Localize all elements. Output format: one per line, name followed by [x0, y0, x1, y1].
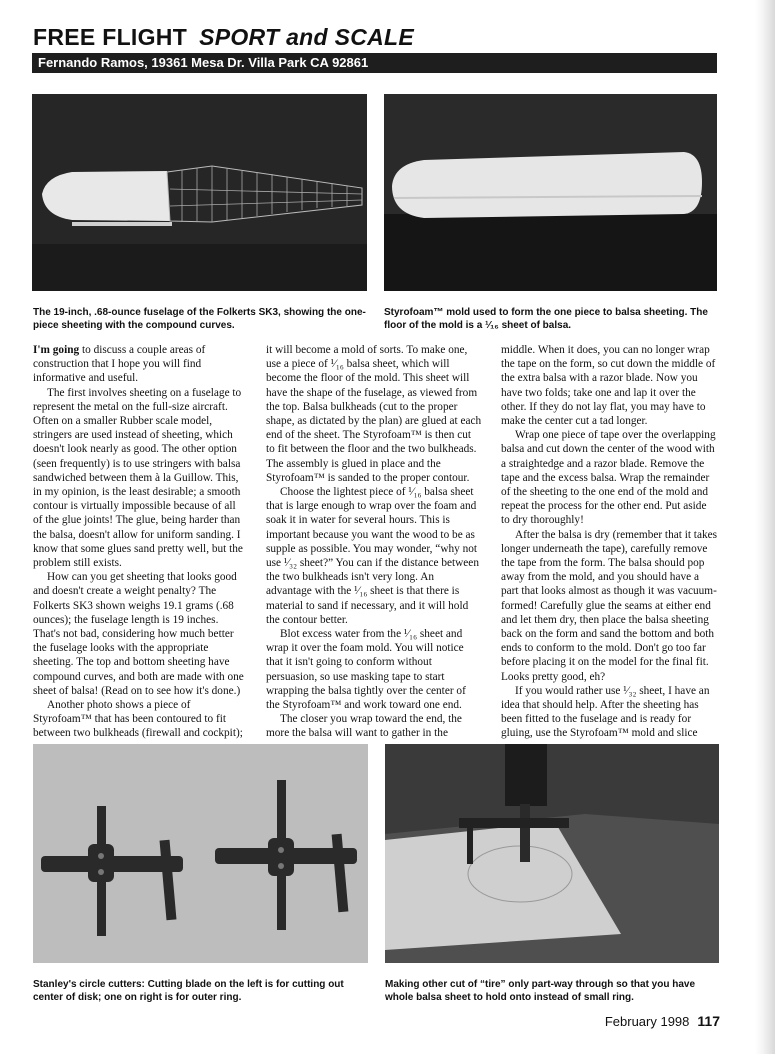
page-number: 117: [697, 1013, 720, 1029]
article-column-3: [501, 343, 717, 741]
article-column-2: [266, 343, 482, 741]
title-sub: SPORT and SCALE: [199, 24, 415, 50]
photo-styrofoam-mold: [384, 94, 717, 291]
paragraph-text: to discuss a couple areas of construction that I hope you will find informative and useful.: [33, 344, 206, 385]
paragraph: Another photo shows a piece of Styrofoam™ that has been contoured to fit between two bulkheads (firewall and cockpit);: [33, 699, 243, 740]
photo-fuselage: [32, 94, 367, 291]
author-byline: Fernando Ramos, 19361 Mesa Dr. Villa Park CA 92861: [32, 53, 717, 73]
paragraph: The first involves sheeting on a fuselage to represent the metal on the full-size aircraft. Often on a smaller Rubber scale model, stringers are used instead of sheeting, which doesn't look nearly as good. The other option (seen frequently) is to use stringers with balsa sandwiched between them à la Guillow. This, in my opinion, is the least desirable; a smooth contour is virtually impossible because of all of the glue joints! The glue, being harder than the balsa, doesn't allow for uniform sanding. I know that some glues sand pretty well, but the problem still exists.: [33, 386, 243, 570]
paragraph: middle. When it does, you can no longer wrap the tape on the form, so cut down the middle of the extra balsa with a razor blade. Now you have two folds; take one and lap it over the other. If they do not lay flat, you may have to make the center cut a tad longer.: [501, 344, 716, 428]
issue-date: February 1998: [604, 1014, 690, 1029]
paragraph: Blot excess water from the ¹⁄₁₆ sheet and wrap it over the foam mold. You will notice that it isn't going to conform without persuasion, so use masking tape to start wrapping the balsa tightly over the center of the Styrofoam™ and work toward one end.: [266, 628, 466, 712]
article-column-1: [33, 343, 245, 741]
caption-circle-cutters: Stanley's circle cutters: Cutting blade on the left is for cutting out center of disk; one on right is for outer ring.: [33, 979, 344, 1003]
paragraph: Choose the lightest piece of ¹⁄₁₆ balsa sheet that is large enough to wrap over the foam and soak it in water for several hours. This is important because you want the wood to be as supple as possible. You may wonder, “why not use ¹⁄₃₂ sheet?” You can if the distance between the two bulkheads isn't very long. An advantage with the ¹⁄₁₆ sheet is that there is material to sand if necessary, and it will hold the contour better.: [266, 486, 479, 626]
lead-in: I'm going: [33, 344, 80, 356]
paragraph: [33, 343, 245, 386]
paragraph: How can you get sheeting that looks good and doesn't create a weight penalty? The Folkerts SK3 shown weighs 19.1 grams (.68 ounces); the fuselage length is 19 inches. That's not bad, considering how much better the fuselage looks with the appropriate sheeting. The top and bottom sheeting have compound curves, and both are made with one sheet of balsa! (Read on to see how it's done.): [33, 571, 244, 697]
caption-styrofoam-mold: Styrofoam™ mold used to form the one piece to balsa sheeting. The floor of the mold is a ¹⁄₁₆ sheet of balsa.: [384, 307, 708, 331]
title-main: FREE FLIGHT: [33, 24, 188, 50]
column-title: [33, 24, 414, 51]
paragraph: it will become a mold of sorts. To make one, use a piece of ¹⁄₁₆ balsa sheet, which will become the floor of the mold. This sheet will have the shape of the fuselage, as viewed from the top. Balsa bulkheads (cut to the proper shape, as dictated by the plan) are glued at each end of the sheet. The Styrofoam™ is then cut to fit between the floor and the two bulkheads. The assembly is glued in place and the Styrofoam™ is sanded to the proper contour.: [266, 344, 482, 484]
page-footer: [605, 1013, 720, 1029]
paragraph: After the balsa is dry (remember that it takes longer underneath the tape), carefully remove the tape from the form. The balsa should pop away from the mold, and you should have a part that looks almost as though it was vacuum-formed! Carefully glue the seams at either end and let them dry, then place the balsa sheeting back on the form and sand the bottom and both ends to conform to the mold. Don't go too far before placing it on the model for the final fit. Looks pretty good, eh?: [501, 528, 718, 683]
caption-fuselage: The 19-inch, .68-ounce fuselage of the Folkerts SK3, showing the one-piece sheeting with the compound curves.: [33, 307, 366, 331]
paragraph: The closer you wrap toward the end, the more the balsa will want to gather in the: [266, 713, 462, 740]
paragraph: Wrap one piece of tape over the overlapping balsa and cut down the center of the wood with a straightedge and a razor blade. Remove the tape and the excess balsa. Wrap the remainder of the sheeting to the one end of the mold and repeat the process for the other end. Put aside to dry thoroughly!: [501, 429, 716, 527]
paragraph: If you would rather use ¹⁄₃₂ sheet, I have an idea that should help. After the sheeting has been fitted to the fuselage and is ready for gluing, use the Styrofoam™ mold and slice: [501, 684, 710, 740]
page-edge-shadow: [755, 0, 775, 1054]
caption-drill-press-cut: Making other cut of “tire” only part-way through so that you have whole balsa sheet to hold onto instead of small ring.: [385, 979, 696, 1003]
photo-circle-cutters: [33, 744, 368, 963]
photo-drill-press-cut: [385, 744, 719, 963]
